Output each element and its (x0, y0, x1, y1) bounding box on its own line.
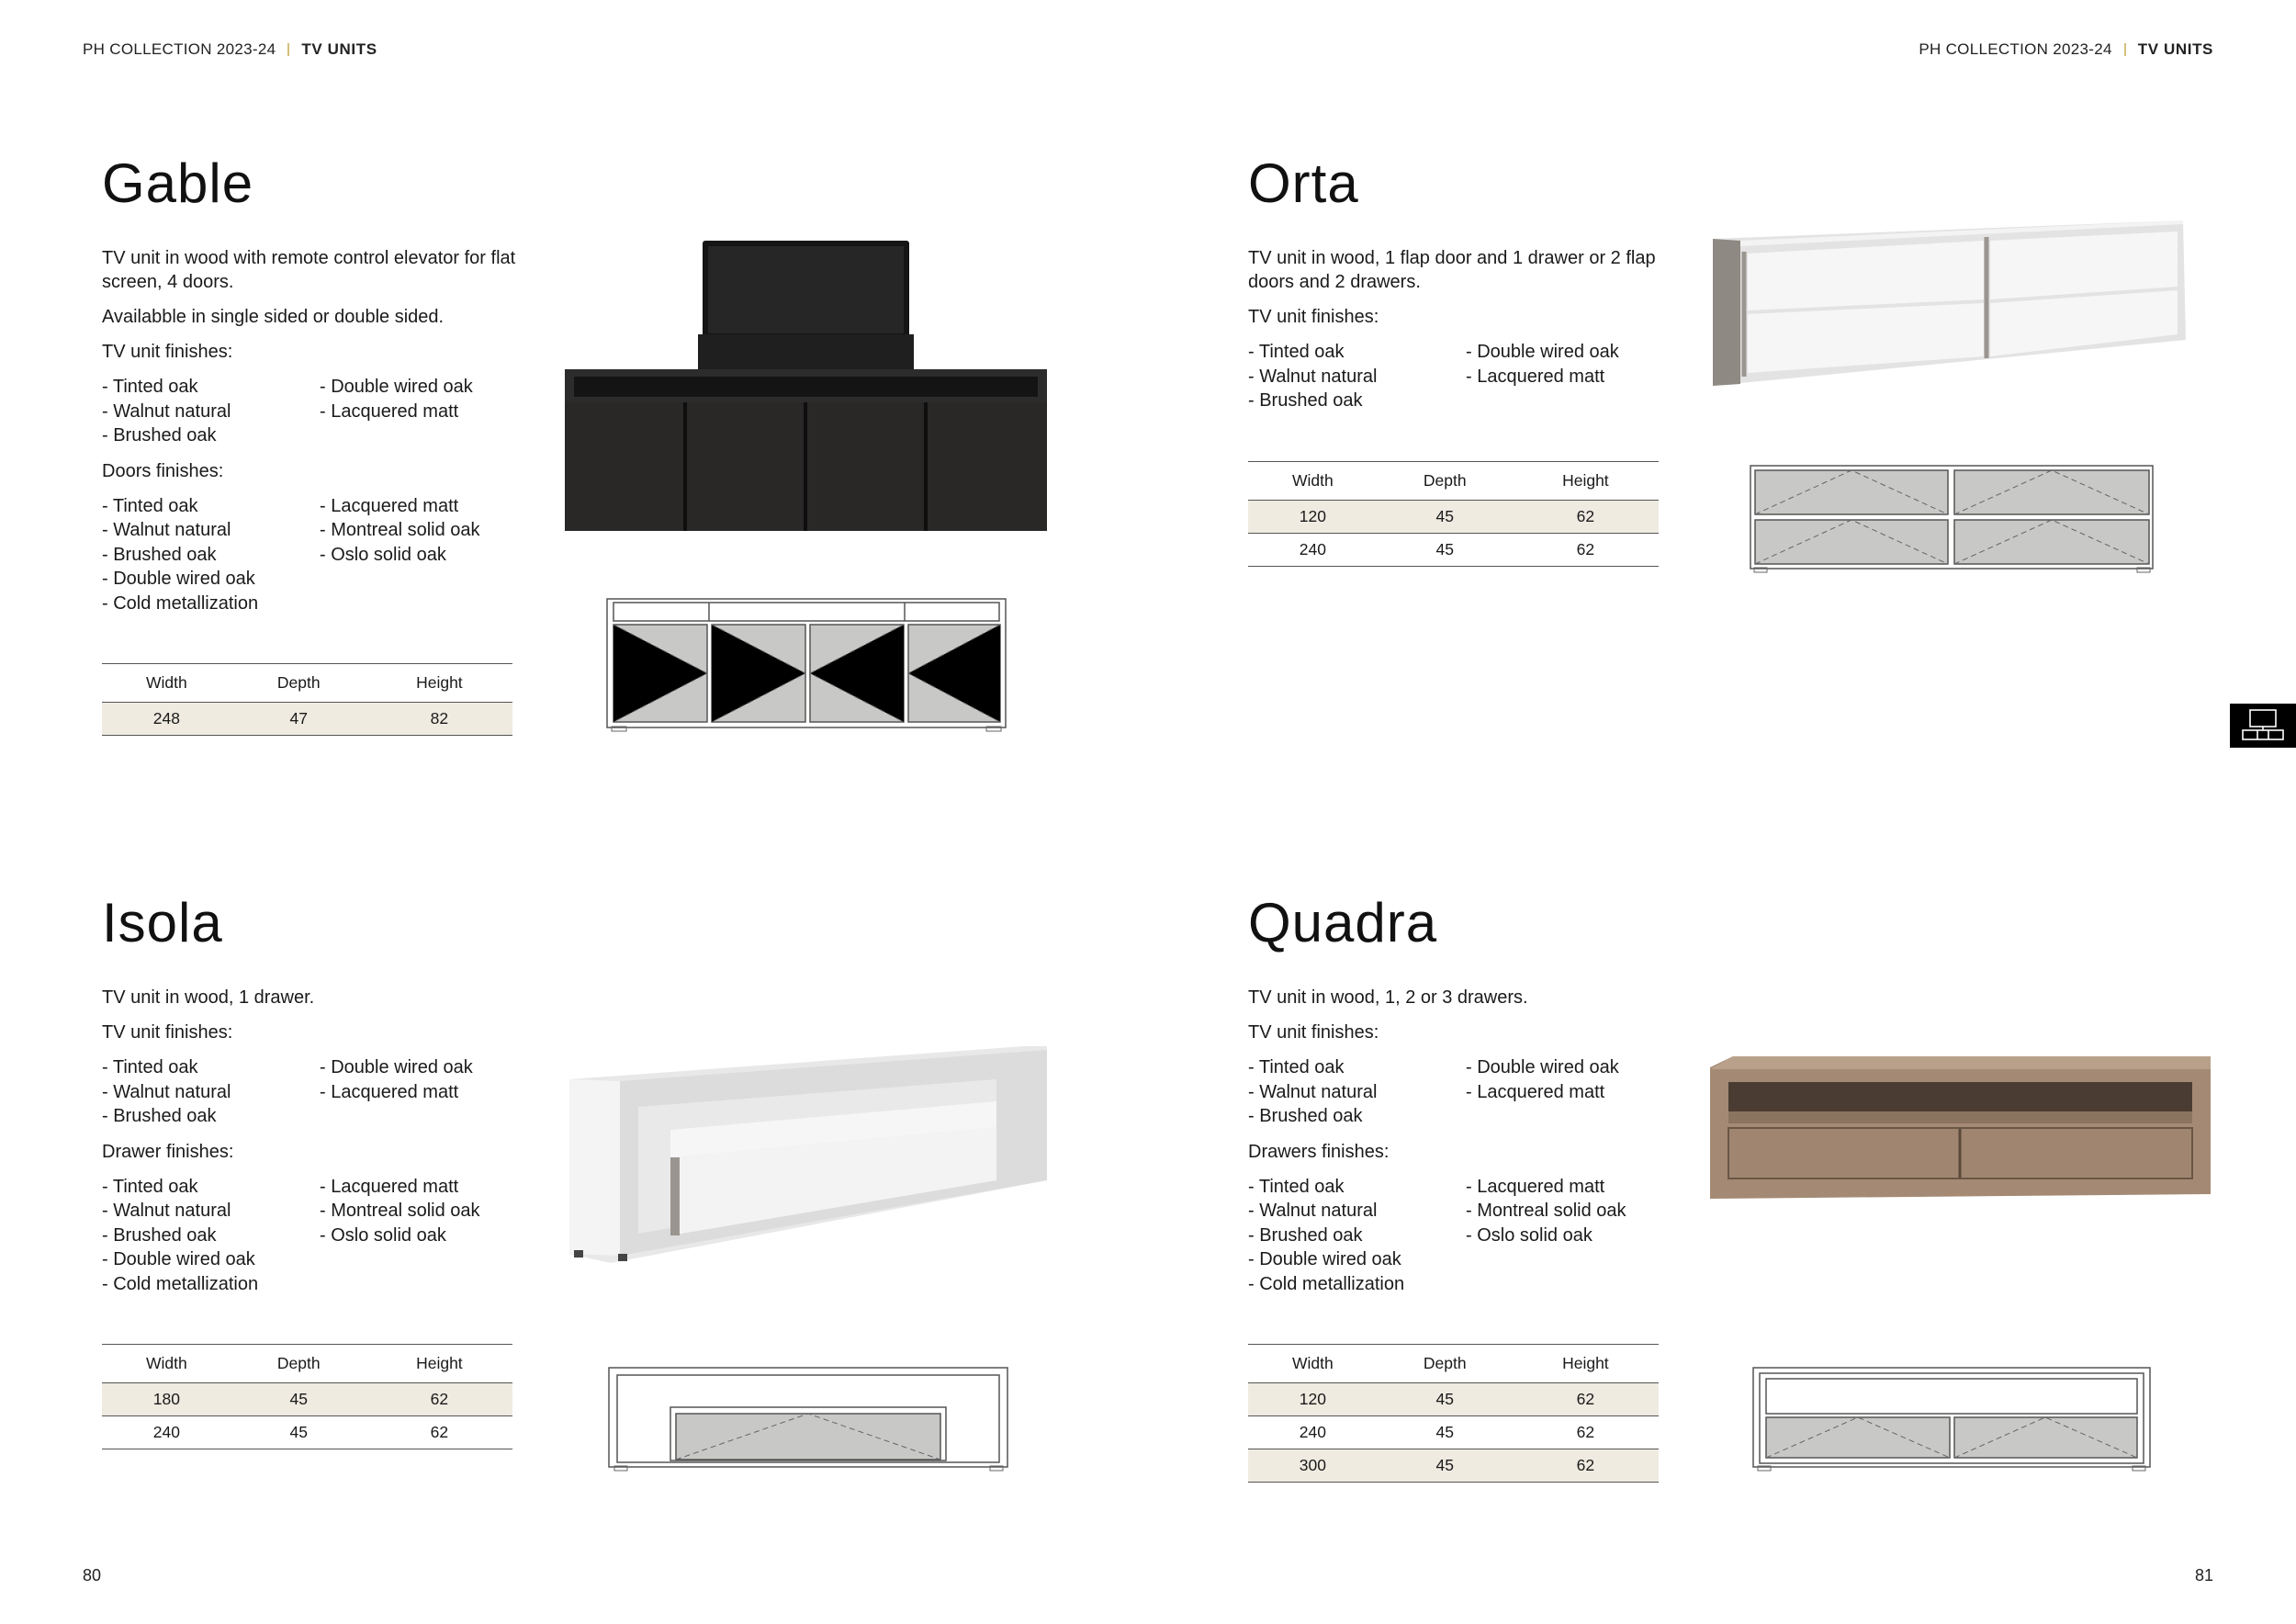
finish-item: - Walnut natural (1248, 1081, 1378, 1102)
table-cell: 45 (1378, 500, 1513, 533)
column-header: Height (366, 664, 512, 703)
column-header: Height (366, 1345, 512, 1383)
quadra-photo (1710, 1056, 2211, 1199)
finish-item: - Walnut natural (1248, 1201, 1378, 1221)
finishes-list (102, 1055, 534, 1129)
table-row (1248, 1449, 1659, 1483)
table-row (1248, 1383, 1659, 1416)
product-gable (102, 152, 534, 736)
finishes-column (320, 1055, 503, 1129)
orta-technical-drawing (1750, 464, 2158, 574)
finishes-column (1248, 340, 1466, 413)
table-cell: 62 (1513, 1416, 1659, 1449)
finishes-heading: TV unit finishes: (1248, 1022, 1379, 1043)
finishes-heading: TV unit finishes: (102, 342, 233, 362)
product-description: TV unit in wood, 1 flap door and 1 drawer or 2 flap doors and 2 drawers. (1248, 248, 1656, 292)
table-cell: 180 (102, 1383, 231, 1416)
finishes-heading: TV unit finishes: (1248, 307, 1379, 327)
header-divider (287, 43, 289, 56)
finishes-column (320, 375, 503, 448)
finishes-list (102, 375, 534, 448)
table-cell: 47 (231, 703, 366, 736)
running-header-left (83, 40, 377, 59)
finish-item: - Oslo solid oak (320, 544, 446, 565)
finish-item: - Lacquered matt (320, 1176, 459, 1197)
column-header: Height (1513, 1345, 1659, 1383)
finish-item: - Double wired oak (320, 377, 473, 397)
product-description: Availabble in single sided or double sided. (102, 307, 445, 327)
finish-item: - Double wired oak (102, 569, 255, 589)
table-header-row (1248, 461, 1659, 500)
table-cell: 45 (1378, 533, 1513, 566)
table-header-row (102, 1345, 512, 1383)
column-header: Depth (231, 1345, 366, 1383)
table-row (102, 1383, 512, 1416)
table-row (1248, 533, 1659, 566)
product-description: TV unit in wood, 1 drawer. (102, 987, 315, 1008)
finish-item: - Double wired oak (320, 1057, 473, 1077)
table-cell: 300 (1248, 1449, 1378, 1483)
finish-item: - Double wired oak (1466, 1057, 1619, 1077)
finish-item: - Walnut natural (102, 400, 231, 422)
column-header: Depth (231, 664, 366, 703)
finishes-list (102, 494, 534, 616)
finishes-column (102, 1055, 320, 1129)
finish-item: - Tinted oak (1248, 1057, 1345, 1077)
gable-photo (565, 239, 1047, 533)
section-label: TV UNITS (2137, 40, 2213, 58)
finish-item: - Tinted oak (102, 377, 198, 397)
finish-item: - Lacquered matt (320, 495, 459, 516)
finish-item: - Brushed oak (1248, 390, 1363, 411)
finish-item: - Oslo solid oak (320, 1224, 446, 1246)
finish-item: - Cold metallization (102, 1273, 259, 1294)
finishes-column (1248, 1175, 1466, 1297)
table-cell: 62 (1513, 500, 1659, 533)
finishes-column (1466, 340, 1649, 413)
finish-item: - Brushed oak (102, 544, 217, 565)
finish-item: - Montreal solid oak (320, 1201, 480, 1221)
table-header-row (1248, 1345, 1659, 1383)
section-label: TV UNITS (301, 40, 377, 58)
table-cell: 45 (1378, 1449, 1513, 1483)
table-row (102, 1416, 512, 1449)
product-description: TV unit in wood, 1, 2 or 3 drawers. (1248, 987, 1528, 1008)
product-isola (102, 892, 534, 1449)
finish-item: - Lacquered matt (320, 1081, 459, 1102)
quadra-technical-drawing (1752, 1366, 2156, 1472)
finish-item: - Oslo solid oak (1466, 1224, 1593, 1246)
product-title: Isola (102, 892, 223, 953)
finishes-column (320, 1175, 503, 1297)
table-header-row (102, 664, 512, 703)
column-header: Width (102, 664, 231, 703)
finish-item: - Brushed oak (102, 1224, 217, 1246)
table-cell: 82 (366, 703, 512, 736)
isola-photo (565, 1043, 1047, 1263)
finish-item: - Brushed oak (102, 1106, 217, 1126)
table-cell: 45 (1378, 1383, 1513, 1416)
product-description: TV unit in wood with remote control elevator for flat screen, 4 doors. (102, 248, 516, 292)
finish-item: - Double wired oak (102, 1249, 255, 1269)
finish-item: - Brushed oak (1248, 1106, 1363, 1126)
finishes-heading: TV unit finishes: (102, 1022, 233, 1043)
finish-item: - Lacquered matt (320, 400, 459, 422)
collection-label: PH COLLECTION 2023-24 (83, 40, 276, 58)
page-number-right: 81 (2194, 1566, 2213, 1585)
finish-item: - Walnut natural (102, 1081, 231, 1102)
table-cell: 62 (1513, 533, 1659, 566)
column-header: Width (1248, 461, 1378, 500)
finishes-list (1248, 1175, 1680, 1297)
table-cell: 62 (1513, 1383, 1659, 1416)
table-cell: 45 (231, 1383, 366, 1416)
finish-item: - Lacquered matt (1466, 366, 1605, 387)
dimensions-table (1248, 461, 1659, 567)
finishes-column (1248, 1055, 1466, 1129)
finishes-list (102, 1175, 534, 1297)
finishes-column (1466, 1055, 1649, 1129)
finish-item: - Brushed oak (1248, 1224, 1363, 1246)
product-quadra (1248, 892, 1680, 1483)
finishes-column (102, 494, 320, 616)
finish-item: - Walnut natural (102, 1201, 231, 1221)
table-cell: 45 (231, 1416, 366, 1449)
page-number-left: 80 (83, 1566, 102, 1585)
table-cell: 45 (1378, 1416, 1513, 1449)
table-cell: 62 (366, 1383, 512, 1416)
finishes-heading: Drawer finishes: (102, 1141, 234, 1162)
column-header: Width (1248, 1345, 1378, 1383)
isola-technical-drawing (608, 1366, 1012, 1472)
finish-item: - Montreal solid oak (1466, 1201, 1626, 1221)
column-header: Depth (1378, 461, 1513, 500)
table-cell: 240 (1248, 533, 1378, 566)
column-header: Height (1513, 461, 1659, 500)
finishes-column (320, 494, 503, 616)
finish-item: - Cold metallization (102, 592, 259, 614)
column-header: Width (102, 1345, 231, 1383)
finish-item: - Brushed oak (102, 425, 217, 445)
finish-item: - Walnut natural (102, 520, 231, 540)
finishes-column (102, 1175, 320, 1297)
table-cell: 120 (1248, 1383, 1378, 1416)
dimensions-table (102, 663, 512, 736)
finish-item: - Tinted oak (102, 1057, 198, 1077)
finish-item: - Lacquered matt (1466, 1081, 1605, 1102)
finish-item: - Walnut natural (1248, 366, 1378, 387)
table-row (1248, 500, 1659, 533)
finish-item: - Tinted oak (1248, 1176, 1345, 1197)
finish-item: - Tinted oak (102, 495, 198, 516)
column-header: Depth (1378, 1345, 1513, 1383)
orta-photo (1713, 219, 2190, 393)
dimensions-table (1248, 1344, 1659, 1483)
product-title: Orta (1248, 152, 1359, 214)
tv-unit-icon (2230, 704, 2296, 748)
table-row (1248, 1416, 1659, 1449)
header-divider (2124, 43, 2126, 56)
finishes-list (1248, 1055, 1680, 1129)
product-orta (1248, 152, 1680, 567)
product-title: Gable (102, 152, 254, 214)
finishes-column (1466, 1175, 1649, 1297)
finishes-heading: Doors finishes: (102, 460, 224, 481)
table-cell: 62 (366, 1416, 512, 1449)
finish-item: - Montreal solid oak (320, 520, 480, 540)
table-cell: 240 (1248, 1416, 1378, 1449)
dimensions-table (102, 1344, 512, 1449)
gable-technical-drawing (606, 597, 1010, 733)
finish-item: - Double wired oak (1248, 1249, 1401, 1269)
finish-item: - Tinted oak (1248, 342, 1345, 362)
table-cell: 120 (1248, 500, 1378, 533)
table-cell: 248 (102, 703, 231, 736)
finishes-list (1248, 340, 1680, 413)
collection-label: PH COLLECTION 2023-24 (1919, 40, 2112, 58)
finish-item: - Double wired oak (1466, 342, 1619, 362)
table-cell: 240 (102, 1416, 231, 1449)
finish-item: - Tinted oak (102, 1176, 198, 1197)
finishes-heading: Drawers finishes: (1248, 1141, 1390, 1162)
finish-item: - Lacquered matt (1466, 1176, 1605, 1197)
table-cell: 62 (1513, 1449, 1659, 1483)
finishes-column (102, 375, 320, 448)
tv-units-side-tab[interactable] (2230, 704, 2296, 748)
table-row (102, 703, 512, 736)
running-header-right (1919, 40, 2213, 59)
product-title: Quadra (1248, 892, 1438, 953)
finish-item: - Cold metallization (1248, 1273, 1405, 1294)
